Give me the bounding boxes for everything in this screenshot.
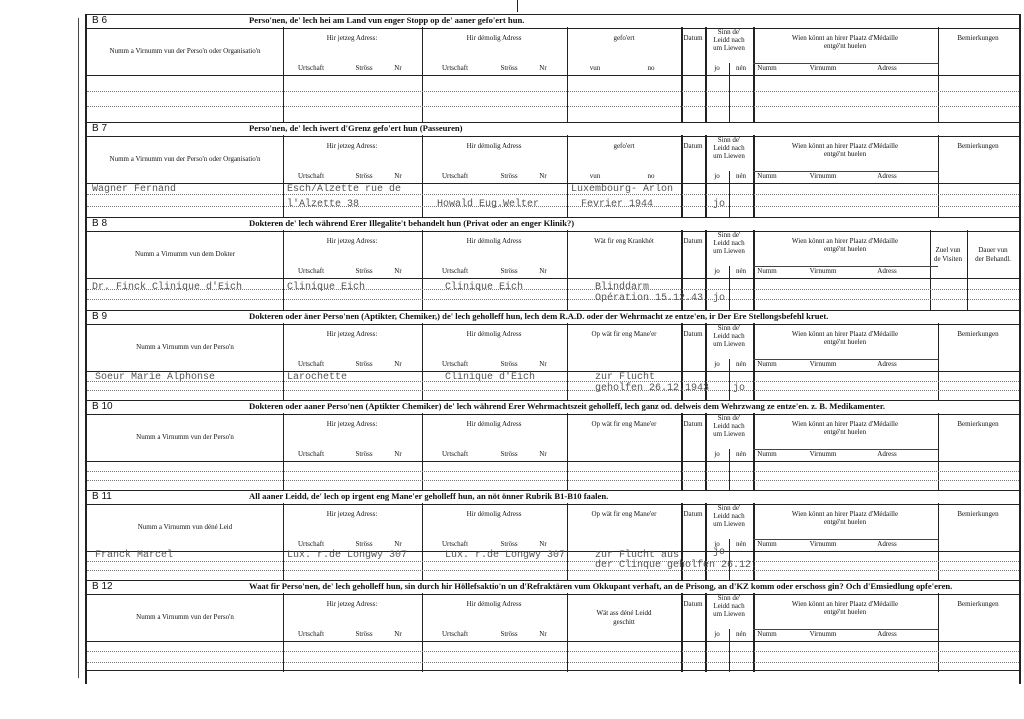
medal-firstname-header: Virnumm [809,540,837,548]
entry-manner: der Clinque geholfen 26.12. [595,560,758,571]
row-rule [87,480,1019,481]
section-title: Waat fir Perso'nen, de' lech geholleff hun, sin durch hir Höllefsaktio'n un d'Refraktären vum Okkupant verhaft, an de Prisong, an d'KZ komm oder erschoss gin? Och d'Emsiedlung opfe'eren. [249,581,953,591]
yes-header: jo [714,267,720,275]
medal-header: Wien könnt an hirer Plaatz d'Médaille [791,420,899,428]
subheader-rule [283,629,681,630]
entry-name: Soeur Marie Alphonse [95,372,216,383]
subheader-rule [753,171,938,172]
column-header [87,27,1019,76]
column-divider [930,230,931,310]
risk-header: Leidd nach [713,144,745,152]
number-header: Nr [539,630,547,638]
address-now-header: Hir jetzeg Adress: [326,330,378,338]
entry-manner: zur Flucht aus [595,550,680,561]
number-header: Nr [539,450,547,458]
medal-header: entgé'nt huelen [823,42,867,50]
entry-address-then: Clinique d'Eich [445,372,536,383]
risk-header: um Liewen [713,152,745,160]
street-header: Ströss [500,64,518,72]
entry-address-then: Howald Eug.Welter [437,199,540,210]
subheader-rule [753,449,938,450]
name-column-header: Numm a Virnumm vun der Perso'n [136,433,234,441]
street-header: Ströss [500,360,518,368]
remarks-header: Bemierkungen [957,142,999,150]
from-header: vun [589,172,601,180]
town-header: Urtschaft [441,267,469,275]
entry-name: Dr. Finck Clinique d'Eich [92,282,243,293]
yes-header: jo [714,360,720,368]
section-title: Perso'nen, de' lech iwert d'Grenz gefo'ert hun (Passeuren) [249,123,463,133]
column-divider [938,503,939,580]
form-sheet [85,14,1021,684]
from-header: vun [589,64,601,72]
section-code: B 12 [92,581,113,592]
medal-address-header: Adress [877,450,897,458]
risk-header: um Liewen [713,610,745,618]
column-divider [422,503,423,580]
visits-header: de Visiten [933,255,963,263]
address-now-header: Hir jetzeg Adress: [326,142,378,150]
remarks-header: Bemierkungen [957,34,999,42]
yes-header: jo [714,540,720,548]
subheader-rule [753,266,938,267]
street-header: Ströss [355,172,373,180]
no-header: nén [735,630,747,638]
medal-name-header: Numm [757,172,777,180]
page-mark [517,0,518,12]
yes-header: jo [714,64,720,72]
no-header: nén [735,267,747,275]
column-divider [705,413,707,490]
medal-address-header: Adress [877,360,897,368]
address-then-header: Hir démolig Adress [466,330,522,338]
medal-header: Wien könnt an hirer Plaatz d'Médaille [791,510,899,518]
name-column-header: Numm a Virnumm vun der Perso'n oder Organisatio'n [109,155,261,163]
street-header: Ströss [355,64,373,72]
medal-header: Wien könnt an hirer Plaatz d'Médaille [791,142,899,150]
entry-illness: Opération 15.12.43 [595,293,704,304]
date-header: Datum [683,420,703,428]
medal-header: Wien könnt an hirer Plaatz d'Médaille [791,600,899,608]
section-code: B 6 [92,15,108,26]
risk-header: Sinn de' [717,414,741,422]
number-header: Nr [539,64,547,72]
column-divider [705,593,707,672]
row-rule [87,651,1019,652]
remarks-header: Bemierkungen [957,420,999,428]
section-title: Perso'nen, de' lech hei am Land vun enger Stopp op de' aaner gefo'ert hun. [249,15,525,25]
subheader-rule [753,63,938,64]
column-divider [283,323,284,400]
number-header: Nr [539,360,547,368]
medal-firstname-header: Virnumm [809,630,837,638]
transported-header: gefo'ert [613,142,635,150]
entry-risk: jo [713,547,726,558]
medal-address-header: Adress [877,64,897,72]
column-header [87,593,1019,642]
row-rule [87,570,1019,571]
row-rule [87,194,1019,195]
column-header [87,503,1019,552]
medal-name-header: Numm [757,540,777,548]
risk-header: Leidd nach [713,512,745,520]
medal-header: entgé'nt huelen [823,518,867,526]
row-rule [87,662,1019,663]
medal-firstname-header: Virnumm [809,64,837,72]
what-happened-header: geschitt [613,618,635,626]
town-header: Urtschaft [297,360,325,368]
column-divider [938,413,939,490]
what-happened-header: Wät ass déné Leidd [596,609,652,617]
column-divider [422,323,423,400]
medal-firstname-header: Virnumm [809,267,837,275]
risk-header: Sinn de' [717,504,741,512]
column-divider [705,230,707,310]
medal-address-header: Adress [877,267,897,275]
yes-header: jo [714,172,720,180]
row-rule [87,206,1019,207]
row-rule [87,91,1019,92]
street-header: Ströss [355,450,373,458]
number-header: Nr [394,630,402,638]
section-b11 [87,490,1019,580]
entry-manner: zur Flucht [595,372,656,383]
date-header: Datum [683,237,703,245]
row-rule [87,381,1019,382]
risk-header: Sinn de' [717,136,741,144]
medal-firstname-header: Virnumm [809,172,837,180]
to-header: no [647,64,655,72]
remarks-header: Bemierkungen [957,510,999,518]
name-column-header: Numm a Virnumm vun der Perso'n [136,343,234,351]
entry-address-now: l'Alzette 38 [287,199,360,210]
name-column-header: Numm a Virnumm vun déné Leid [137,523,233,531]
medal-name-header: Numm [757,450,777,458]
remarks-header: Bemierkungen [957,600,999,608]
town-header: Urtschaft [441,64,469,72]
date-header: Datum [683,600,703,608]
column-divider [753,413,755,490]
town-header: Urtschaft [297,64,325,72]
column-header [87,135,1019,184]
risk-header: Sinn de' [717,324,741,332]
subheader-rule [753,359,938,360]
address-then-header: Hir démolig Adress [466,237,522,245]
section-title: Dokteren de' lech während Erer Illegalite't behandelt hun (Privat oder an enger Klinik?) [249,218,575,228]
medal-name-header: Numm [757,267,777,275]
section-b10 [87,400,1019,490]
street-header: Ströss [355,540,373,548]
name-column-header: Numm a Virnumm vun der Perso'n oder Organisatio'n [109,47,261,55]
column-divider [283,503,284,580]
section-code: B 10 [92,401,113,412]
column-header [87,323,1019,372]
address-then-header: Hir démolig Adress [466,420,522,428]
risk-header: um Liewen [713,44,745,52]
section-title: Dokteren oder äner Perso'nen (Aptikter, Chemiker,) de' lech geholleff hun, lech dem R.A.D. oder der Wehrmacht ze entze'en, ir Der Ere Stellongsbefehl kruet. [249,311,829,321]
no-header: nén [735,540,747,548]
subheader-rule [753,629,938,630]
address-then-header: Hir démolig Adress [466,510,522,518]
remarks-header: Bemierkungen [957,330,999,338]
town-header: Urtschaft [297,172,325,180]
risk-header: um Liewen [713,520,745,528]
row-rule [87,390,1019,391]
address-now-header: Hir jetzeg Adress: [326,34,378,42]
risk-header: Sinn de' [717,594,741,602]
name-column-header: Numm a Virnumm vun dem Dokter [135,250,235,258]
column-divider [938,593,939,672]
column-divider [567,27,568,122]
street-header: Ströss [500,450,518,458]
town-header: Urtschaft [441,172,469,180]
risk-header: um Liewen [713,340,745,348]
risk-header: Leidd nach [713,422,745,430]
risk-header: Sinn de' [717,231,741,239]
date-header: Datum [683,34,703,42]
transported-header: gefo'ert [613,34,635,42]
town-header: Urtschaft [297,450,325,458]
duration-header: der Behandl. [975,255,1011,263]
manner-header: Op wät fir eng Mane'er [591,420,657,428]
medal-header: entgé'nt huelen [823,608,867,616]
street-header: Ströss [500,540,518,548]
entry-address-then: Lux. r.de Longwy 307 [445,550,566,561]
risk-header: Leidd nach [713,239,745,247]
entry-manner: geholfen 26.12.1943 [595,383,710,394]
column-divider [705,27,707,122]
address-now-header: Hir jetzeg Adress: [326,510,378,518]
entry-address-now: Clinique Eich [287,282,366,293]
medal-address-header: Adress [877,540,897,548]
column-divider [729,359,730,400]
subheader-rule [283,266,681,267]
medal-name-header: Numm [757,630,777,638]
risk-header: Leidd nach [713,602,745,610]
column-divider [422,593,423,672]
number-header: Nr [394,267,402,275]
address-now-header: Hir jetzeg Adress: [326,600,378,608]
subheader-rule [753,539,938,540]
risk-header: Sinn de' [717,28,741,36]
subheader-rule [283,359,681,360]
to-header: no [647,172,655,180]
town-header: Urtschaft [441,360,469,368]
medal-header: entgé'nt huelen [823,428,867,436]
yes-header: jo [714,630,720,638]
section-b9 [87,310,1019,400]
column-divider [567,503,568,580]
column-header [87,413,1019,462]
column-divider [422,27,423,122]
entry-name: Franck Marcel [95,550,174,561]
medal-name-header: Numm [757,64,777,72]
medal-address-header: Adress [877,630,897,638]
risk-header: um Liewen [713,430,745,438]
town-header: Urtschaft [441,540,469,548]
address-then-header: Hir démolig Adress [466,142,522,150]
medal-header: entgé'nt huelen [823,338,867,346]
risk-header: um Liewen [713,247,745,255]
subheader-rule [283,63,681,64]
medal-header: entgé'nt huelen [823,245,867,253]
entry-name: Wagner Fernand [92,184,177,195]
column-divider [422,230,423,310]
number-header: Nr [394,360,402,368]
entry-risk: jo [713,199,726,210]
no-header: nén [735,360,747,368]
column-divider [753,27,755,122]
section-b12 [87,580,1019,672]
medal-address-header: Adress [877,172,897,180]
entry-illness: Blinddarm [595,282,650,293]
manner-header: Op wät fir eng Mane'er [591,330,657,338]
column-divider [567,413,568,490]
risk-header: Leidd nach [713,36,745,44]
column-header [87,230,1019,279]
manner-header: Wät fir eng Krankhét [594,237,654,245]
no-header: nén [735,172,747,180]
column-divider [967,230,968,310]
section-code: B 7 [92,123,108,134]
sheet-bottom-rule [87,670,1019,671]
section-code: B 9 [92,311,108,322]
town-header: Urtschaft [297,267,325,275]
date-header: Datum [683,142,703,150]
column-divider [567,323,568,400]
visits-header: Zuel vun [935,246,961,254]
column-divider [422,413,423,490]
section-title: Dokteren oder aaner Perso'nen (Aptikter Chemiker) de' lech während Erer Wehrmachtszeit geholleff, lech ganz od. delweis dem Wehrzwang ze entze'en. z. B. Medikamenter. [249,401,886,411]
number-header: Nr [539,172,547,180]
subheader-rule [283,171,681,172]
column-divider [938,323,939,400]
column-divider [938,27,939,122]
section-b8 [87,217,1019,310]
section-b7 [87,122,1019,217]
column-divider [567,593,568,672]
entry-risk: jo [713,293,726,304]
address-then-header: Hir démolig Adress [466,600,522,608]
street-header: Ströss [355,360,373,368]
column-divider [753,230,755,310]
row-rule [87,299,1019,300]
column-divider [729,449,730,490]
column-divider [729,63,730,122]
section-code: B 8 [92,218,108,229]
address-now-header: Hir jetzeg Adress: [326,420,378,428]
column-divider [753,323,755,400]
entry-address-now: Lux. r.de Longwy 307 [287,550,408,561]
town-header: Urtschaft [297,630,325,638]
row-rule [87,471,1019,472]
date-header: Datum [683,330,703,338]
manner-header: Op wät fir eng Mane'er [591,510,657,518]
section-title: All aaner Leidd, de' lech op irgent eng Mane'er geholleff hun, an nöt önner Rubrik B1-B10 faalen. [249,491,609,501]
section-code: B 11 [92,491,112,502]
address-then-header: Hir démolig Adress [466,34,522,42]
no-header: nén [735,450,747,458]
column-divider [753,593,755,672]
entry-risk: jo [733,383,746,394]
number-header: Nr [539,540,547,548]
medal-firstname-header: Virnumm [809,450,837,458]
town-header: Urtschaft [441,630,469,638]
column-divider [283,413,284,490]
risk-header: Leidd nach [713,332,745,340]
town-header: Urtschaft [441,450,469,458]
street-header: Ströss [355,267,373,275]
medal-name-header: Numm [757,360,777,368]
subheader-rule [283,539,681,540]
town-header: Urtschaft [297,540,325,548]
street-header: Ströss [500,630,518,638]
column-divider [283,230,284,310]
medal-header: Wien könnt an hirer Plaatz d'Médaille [791,237,899,245]
entry-date: Fevrier 1944 [581,199,654,210]
entry-address-now: Esch/Alzette rue de [287,184,402,195]
entry-address-now: Larochette [287,372,348,383]
row-rule [87,106,1019,107]
number-header: Nr [394,450,402,458]
street-header: Ströss [500,172,518,180]
number-header: Nr [394,540,402,548]
street-header: Ströss [355,630,373,638]
duration-header: Dauer vun [978,246,1008,254]
yes-header: jo [714,450,720,458]
margin-rule [78,18,79,678]
address-now-header: Hir jetzeg Adress: [326,237,378,245]
entry-route: Luxembourg- Arlon [571,184,674,195]
entry-address-then: Clinique Eich [445,282,524,293]
column-divider [283,593,284,672]
subheader-rule [283,449,681,450]
medal-header: Wien könnt an hirer Plaatz d'Médaille [791,330,899,338]
number-header: Nr [394,172,402,180]
name-column-header: Numm a Virnumm vun der Perso'n [136,613,234,621]
medal-firstname-header: Virnumm [809,360,837,368]
number-header: Nr [394,64,402,72]
no-header: nén [735,64,747,72]
date-header: Datum [683,510,703,518]
medal-header: entgé'nt huelen [823,150,867,158]
section-b6 [87,14,1019,122]
street-header: Ströss [500,267,518,275]
medal-header: Wien könnt an hirer Plaatz d'Médaille [791,34,899,42]
column-divider [283,27,284,122]
column-divider [567,230,568,310]
number-header: Nr [539,267,547,275]
